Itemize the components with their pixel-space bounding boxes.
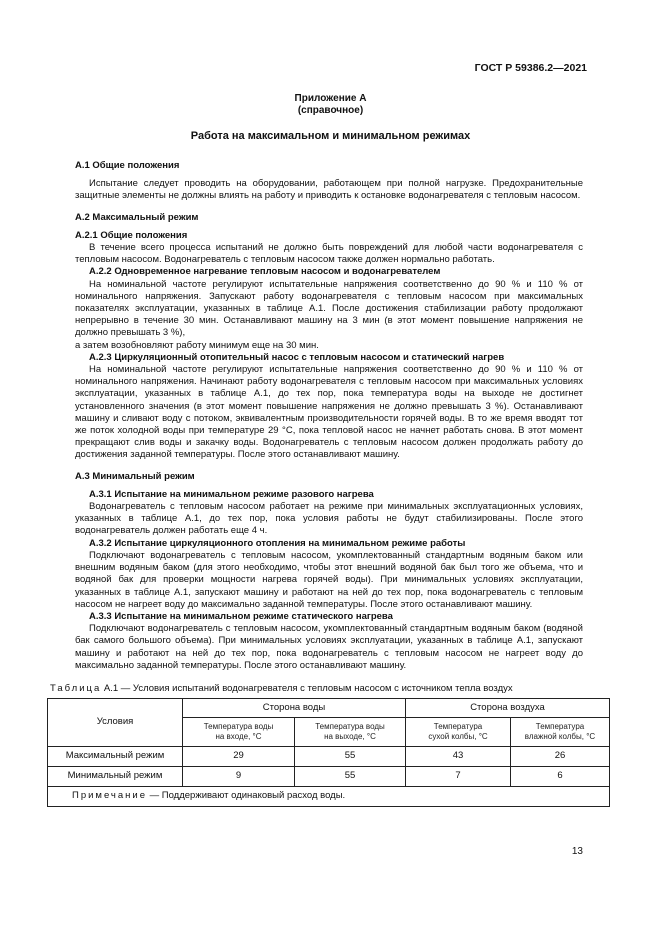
section-a22-heading: А.2.2 Одновременное нагревание тепловым насосом и водонагревателем [89, 266, 441, 278]
section-a1-text: Испытание следует проводить на оборудовании, работающем при полной нагрузке. Предохранительные защитные элементы не должны влиять на работу и приводить к остановке водонагревателя с тепловым насосом. [75, 178, 583, 202]
dry-bulb-header: Температура сухой колбы, °С [406, 718, 511, 747]
appendix-type: (справочное) [297, 105, 364, 116]
page-number: 13 [571, 846, 583, 857]
table-note-label: Примечание [72, 790, 147, 802]
row-label: Максимальный режим [48, 747, 183, 767]
section-a22-text: На номинальной частоте регулируют испытательные напряжения соответственно до 90 % и 110 % от номинального напряжения. Запускают работу водонагревателя с тепловым насосом при максимальных показателях эксплуатации, указанных в таблице А.1. После достижения стабилизации работу продолжают непрерывно в течение 30 мин. Останавливают машину на 3 мин (в этот момент повышение напряжения не должно превышать 3 %), [75, 278, 583, 339]
outlet-temp-header: Температура воды на выходе, °С [295, 718, 406, 747]
section-a31-heading: А.3.1 Испытание на минимальном режиме разового нагрева [89, 488, 374, 500]
table-row [48, 747, 610, 767]
table-caption [50, 683, 610, 695]
section-a3-heading: А.3 Минимальный режим [75, 470, 195, 482]
document-body [75, 160, 583, 672]
conditions-header: Условия [48, 699, 183, 747]
table-row [48, 767, 610, 787]
cell-wet-bulb: 6 [511, 767, 610, 787]
standard-number: ГОСТ Р 59386.2—2021 [474, 62, 587, 74]
cell-dry-bulb: 7 [406, 767, 511, 787]
section-a22-text-cont: а затем возобновляют работу минимум еще на 30 мин. [75, 339, 319, 351]
cell-inlet: 9 [183, 767, 295, 787]
table-caption-text: А.1 — Условия испытаний водонагревателя с тепловым насосом с источником тепла воздух [101, 683, 513, 694]
section-a2-heading: А.2 Максимальный режим [75, 211, 199, 223]
section-a21-text: В течение всего процесса испытаний не должно быть повреждений для любой части водонагревателя с тепловым насосом. Водонагреватель с тепловым насосом также должен нормально работать. [75, 242, 583, 266]
air-side-header: Сторона воздуха [406, 699, 610, 718]
inlet-temp-header: Температура воды на входе, °С [183, 718, 295, 747]
section-a23-heading: А.2.3 Циркуляционный отопительный насос с тепловым насосом и статический нагрев [89, 351, 505, 363]
cell-inlet: 29 [183, 747, 295, 767]
cell-outlet: 55 [295, 747, 406, 767]
cell-outlet: 55 [295, 767, 406, 787]
section-a33-heading: А.3.3 Испытание на минимальном режиме статического нагрева [89, 610, 393, 622]
table-note-text: — Поддерживают одинаковый расход воды. [147, 790, 346, 802]
cell-wet-bulb: 26 [511, 747, 610, 767]
section-a32-heading: А.3.2 Испытание циркуляционного отопления на минимальном режиме работы [89, 537, 466, 549]
table-note [48, 787, 610, 807]
cell-dry-bulb: 43 [406, 747, 511, 767]
section-a23-text: На номинальной частоте регулируют испытательные напряжения соответственно до 90 % и 110 % от номинального напряжения. Начинают работу водонагревателя с тепловым насосом при максимальных условиях эксплуатации, указанных в таблице А.1, до тех пор, пока температура воды на выходе не достигнет установленного значения (в этот момент повышение напряжения не должно превышать 3 %). Останавливают машину и сливают воду с потоком, эквивалентным производительности горячей воды. В то же время вводят тот же поток холодной воды при температуре 29 °С, пока тепловой насос не начнет работать снова. В этот момент прекращают слив воды и закачку воды. Водонагреватель с тепловым насосом должен продолжать работу до достижения заданной температуры. После этого останавливают машину. [75, 364, 583, 461]
test-conditions-table [47, 698, 610, 807]
row-label: Минимальный режим [48, 767, 183, 787]
section-a32-text: Подключают водонагреватель с тепловым насосом, укомплектованный стандартным водяным баком или внешним водяным баком (для этого необходимо, чтобы этот внешний водяной бак был того же объема, что и водяной бак для проверки мощности нагрева горячей воды). При минимальных условиях эксплуатации, указанных в таблице А.1, запускают машину и работают на ней до тех пор, пока водонагреватель с тепловым насосом не нагреет воду до максимально заданной температуры. После этого останавливают машину. [75, 549, 583, 610]
section-a1-heading: А.1 Общие положения [75, 160, 180, 171]
wet-bulb-header: Температура влажной колбы, °С [511, 718, 610, 747]
section-a33-text: Подключают водонагреватель с тепловым насосом, укомплектованный стандартным водяным баком (водяной бак самого большого объема). При минимальных условиях эксплуатации, указанных в таблице А.1, запускают машину и работают на ней до тех пор, пока водонагреватель с тепловым насосом не нагреет воду до максимально заданной температуры. После этого останавливают машину. [75, 623, 583, 671]
table-caption-label: Таблица [50, 683, 102, 694]
section-a21-heading: А.2.1 Общие положения [75, 229, 188, 241]
water-side-header: Сторона воды [183, 699, 406, 718]
appendix-heading [0, 93, 661, 117]
section-a31-text: Водонагреватель с тепловым насосом работает на режиме при минимальных эксплуатационных условиях, указанных в таблице А.1, до тех пор, пока условия работы не будут стабилизированы. После этого водонагреватель должен работать еще 4 ч. [75, 501, 583, 537]
appendix-name: Приложение А [294, 93, 367, 104]
appendix-title: Работа на максимальном и минимальном режимах [190, 130, 471, 142]
